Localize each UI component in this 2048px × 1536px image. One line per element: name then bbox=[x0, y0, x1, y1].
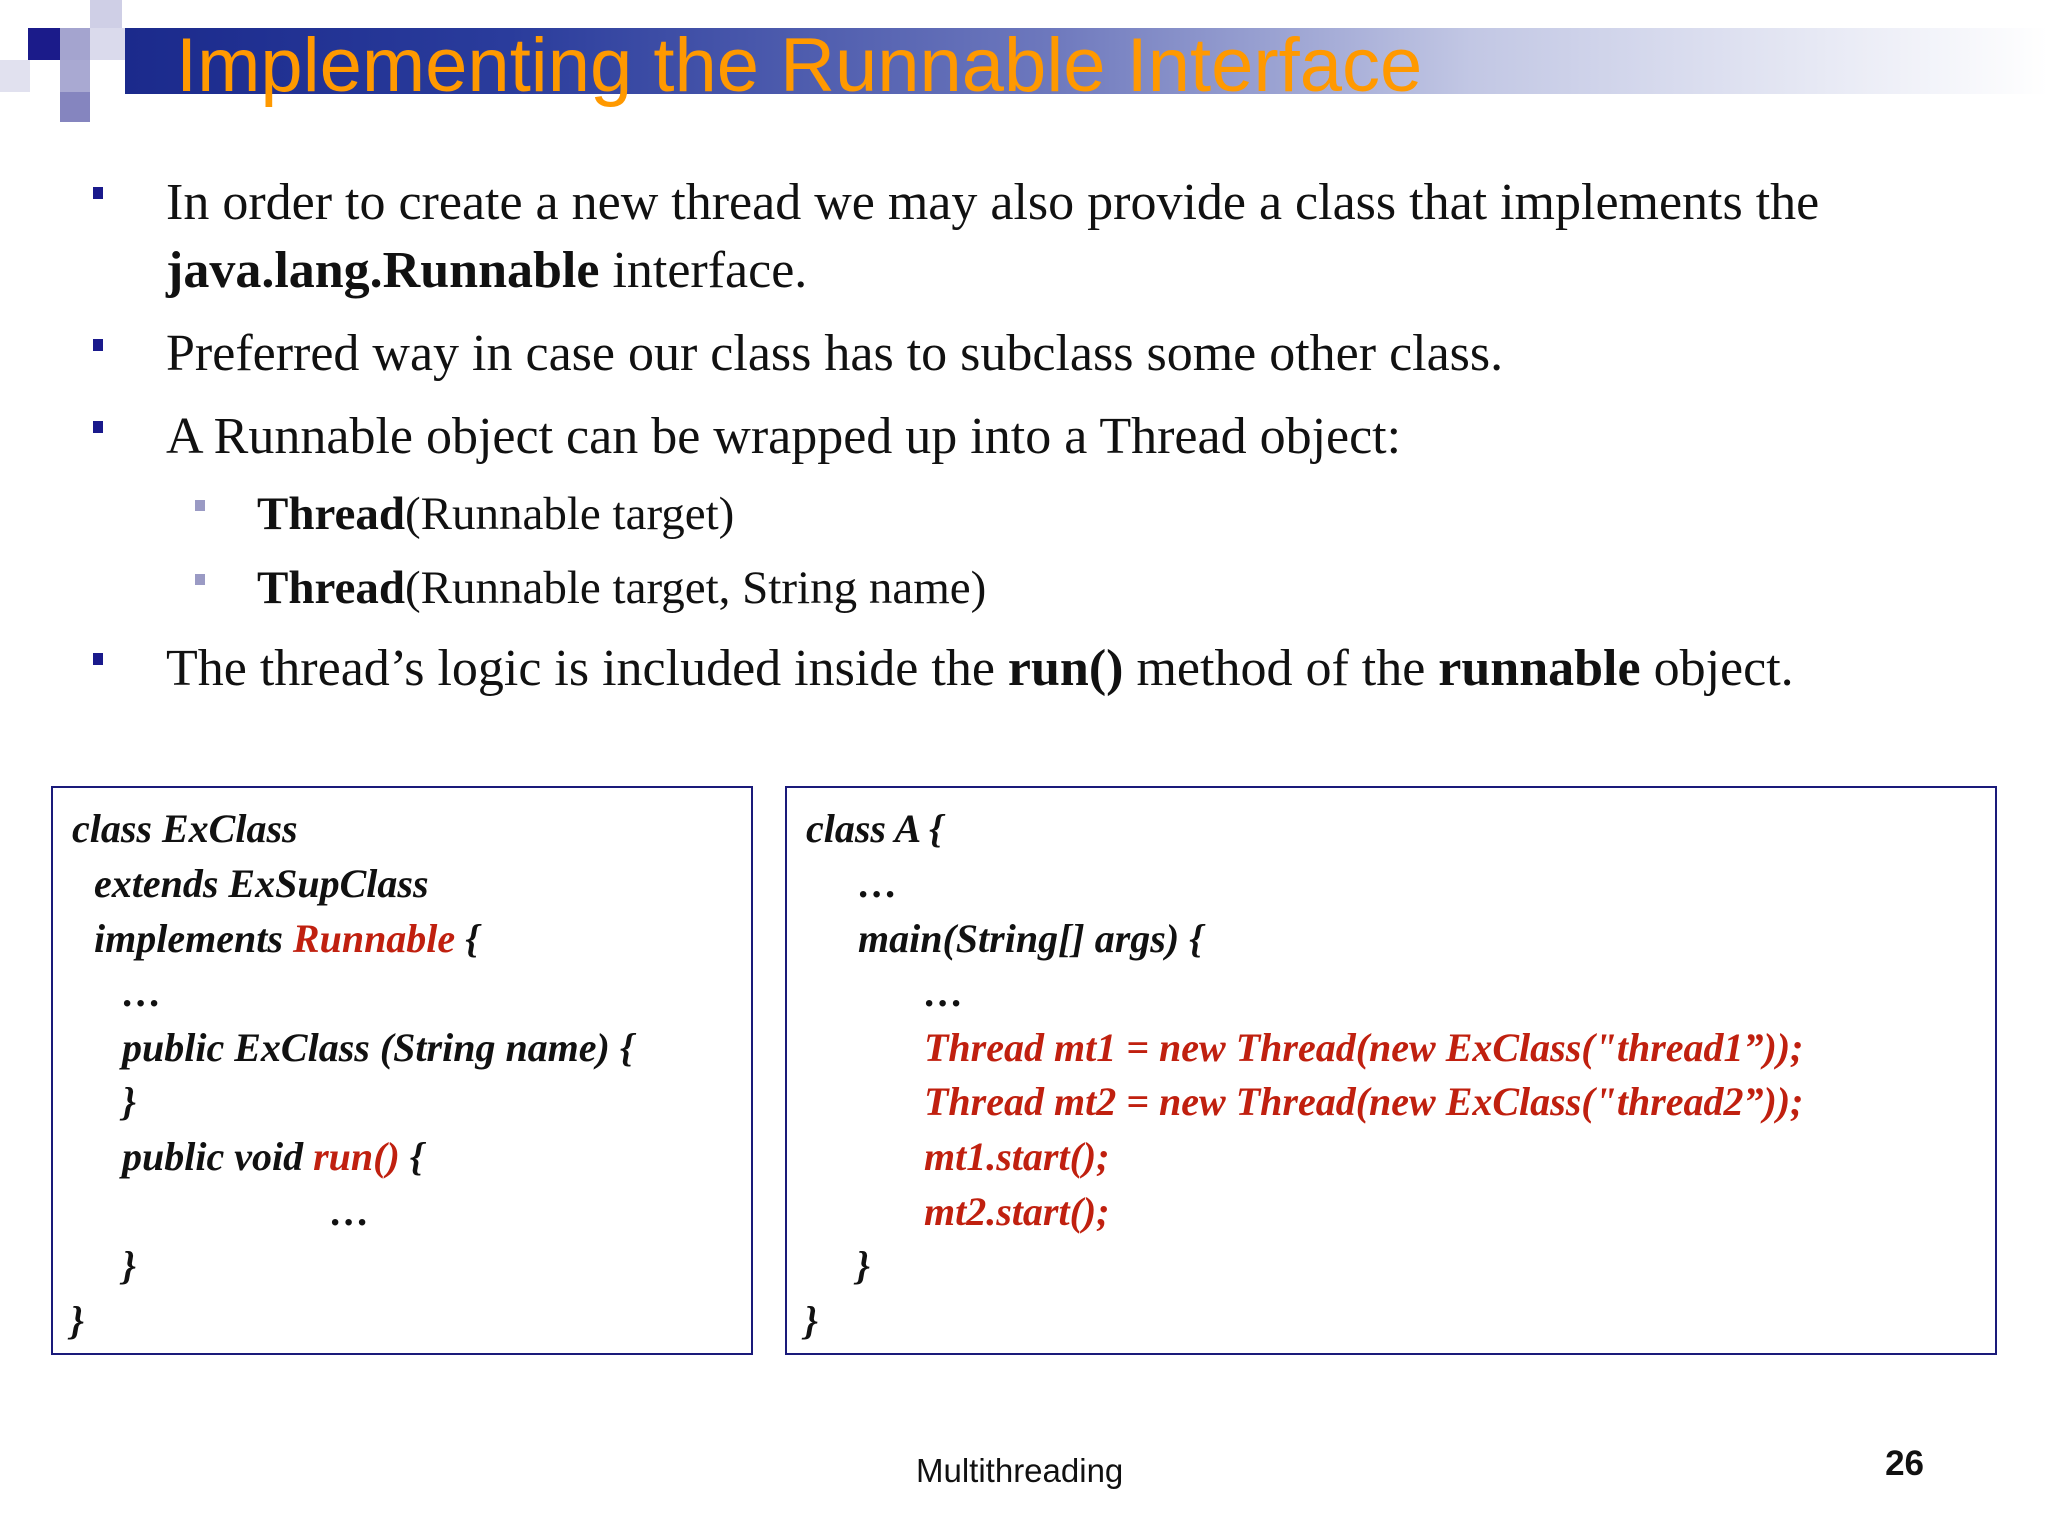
corner-decoration-square bbox=[60, 92, 90, 122]
bullet-marker bbox=[93, 653, 103, 665]
code-text-highlight: Runnable bbox=[292, 916, 456, 961]
bullet-text: Preferred way in case our class has to subclass some other class. bbox=[166, 325, 1504, 382]
sub-bullet-item bbox=[257, 558, 986, 618]
code-text: { bbox=[399, 1134, 424, 1179]
bullet-marker bbox=[93, 339, 103, 351]
bullet-text: object. bbox=[1640, 640, 1794, 697]
code-line bbox=[94, 915, 479, 963]
code-line: } bbox=[856, 1243, 870, 1288]
sub-bullet-text: (Runnable target) bbox=[405, 488, 735, 540]
sub-bullet-item bbox=[257, 484, 734, 544]
bullet-text: In order to create a new thread we may also provide a class that implements the bbox=[166, 174, 1820, 231]
code-line: main(String[] args) { bbox=[858, 916, 1204, 961]
corner-decoration-square bbox=[90, 0, 122, 28]
bullet-item bbox=[166, 403, 1401, 471]
corner-decoration-square bbox=[0, 60, 30, 92]
code-line: … bbox=[924, 970, 964, 1015]
bullet-text: A Runnable object can be wrapped up into a Thread object: bbox=[166, 408, 1402, 465]
bullet-item bbox=[166, 635, 1794, 703]
bullet-item bbox=[166, 320, 1503, 388]
slide-title: Implementing the Runnable Interface bbox=[176, 23, 1423, 108]
code-line: } bbox=[122, 1079, 136, 1124]
bullet-text: interface. bbox=[599, 242, 808, 299]
bullet-bold-text: run() bbox=[1007, 640, 1124, 697]
code-line: } bbox=[122, 1243, 136, 1288]
page-number: 26 bbox=[1885, 1444, 1924, 1483]
code-line: } bbox=[804, 1298, 818, 1343]
bullet-text: method of the bbox=[1123, 640, 1439, 697]
sub-bullet-bold-text: Thread bbox=[257, 562, 405, 614]
code-line: … bbox=[858, 861, 898, 906]
code-line: class A { bbox=[806, 806, 943, 851]
corner-decoration-square bbox=[28, 28, 60, 60]
code-line: } bbox=[70, 1298, 84, 1343]
bullet-marker bbox=[93, 187, 103, 199]
code-line: Thread mt1 = new Thread(new ExClass("thread1”)); bbox=[924, 1025, 1804, 1070]
footer-label: Multithreading bbox=[916, 1452, 1124, 1489]
code-line: extends ExSupClass bbox=[94, 861, 429, 906]
code-text: { bbox=[455, 916, 480, 961]
corner-decoration-square bbox=[90, 28, 125, 60]
sub-bullet-text: (Runnable target, String name) bbox=[405, 562, 987, 614]
code-line: … bbox=[330, 1189, 370, 1234]
code-text: public void bbox=[122, 1134, 314, 1179]
code-line: public ExClass (String name) { bbox=[122, 1025, 634, 1070]
sub-bullet-marker bbox=[195, 500, 205, 511]
bullet-bold-text: java.lang.Runnable bbox=[166, 242, 600, 299]
code-text-highlight: run() bbox=[313, 1134, 400, 1179]
code-line: Thread mt2 = new Thread(new ExClass("thread2”)); bbox=[924, 1079, 1804, 1124]
bullet-bold-text: runnable bbox=[1438, 640, 1641, 697]
corner-decoration-square bbox=[60, 28, 90, 60]
code-text: implements bbox=[94, 916, 293, 961]
bullet-text: The thread’s logic is included inside the bbox=[166, 640, 1008, 697]
bullet-marker bbox=[93, 421, 103, 433]
sub-bullet-marker bbox=[195, 574, 205, 585]
code-line: mt1.start(); bbox=[924, 1134, 1110, 1179]
code-line: … bbox=[122, 970, 162, 1015]
corner-decoration-square bbox=[60, 60, 90, 92]
code-box-class-a bbox=[785, 786, 1997, 1355]
code-line: mt2.start(); bbox=[924, 1189, 1110, 1234]
code-line: class ExClass bbox=[72, 806, 298, 851]
sub-bullet-bold-text: Thread bbox=[257, 488, 405, 540]
code-line bbox=[122, 1133, 424, 1181]
bullet-item bbox=[166, 169, 1966, 305]
code-box-exclass bbox=[51, 786, 753, 1355]
